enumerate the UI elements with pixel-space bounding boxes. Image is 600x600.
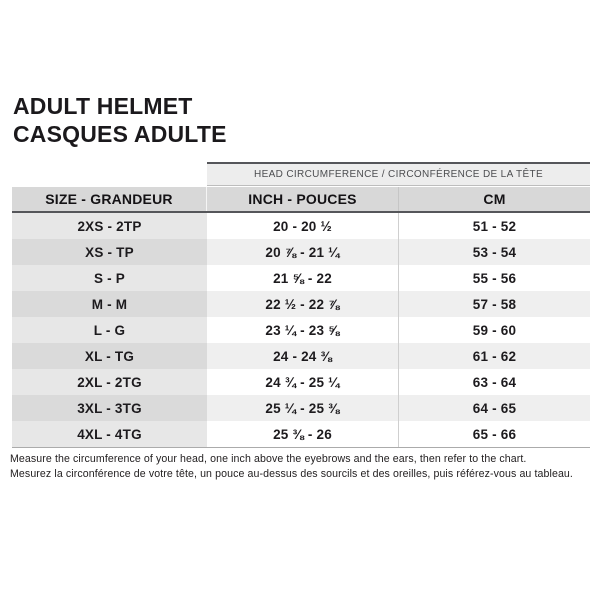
table-body (12, 213, 590, 448)
page-title (13, 92, 227, 148)
cell-inch: 23 ¼ - 23 ⅝ (207, 317, 399, 343)
cell-cm: 63 - 64 (399, 369, 590, 395)
head-circumference-banner: HEAD CIRCUMFERENCE / CIRCONFÉRENCE DE LA TÊTE (207, 162, 590, 186)
cell-size: S - P (12, 265, 207, 291)
cell-size: 4XL - 4TG (12, 421, 207, 447)
table-row (12, 421, 590, 447)
cell-cm: 59 - 60 (399, 317, 590, 343)
table-row (12, 239, 590, 265)
instruction-line-en: Measure the circumference of your head, one inch above the eyebrows and the ears, then refer to the chart. (10, 453, 527, 465)
cell-size: 3XL - 3TG (12, 395, 207, 421)
table-row (12, 317, 590, 343)
table-row (12, 265, 590, 291)
cell-inch: 21 ⅝ - 22 (207, 265, 399, 291)
cell-cm: 61 - 62 (399, 343, 590, 369)
cell-size: 2XS - 2TP (12, 213, 207, 239)
cell-size: 2XL - 2TG (12, 369, 207, 395)
table-row (12, 343, 590, 369)
cell-cm: 65 - 66 (399, 421, 590, 447)
helmet-size-table (12, 162, 590, 448)
title-line-fr: CASQUES ADULTE (13, 121, 227, 147)
table-row (12, 291, 590, 317)
column-header-inch: INCH - POUCES (207, 187, 399, 211)
title-line-en: ADULT HELMET (13, 93, 193, 119)
instruction-line-fr: Mesurez la circonférence de votre tête, un pouce au-dessus des sourcils et des oreilles, puis référez-vous au tableau. (10, 467, 573, 480)
table-row (12, 369, 590, 395)
cell-size: M - M (12, 291, 207, 317)
cell-cm: 64 - 65 (399, 395, 590, 421)
cell-inch: 24 - 24 ⅜ (207, 343, 399, 369)
cell-cm: 51 - 52 (399, 213, 590, 239)
cell-inch: 22 ½ - 22 ⅞ (207, 291, 399, 317)
cell-cm: 57 - 58 (399, 291, 590, 317)
table-row (12, 213, 590, 239)
cell-size: XL - TG (12, 343, 207, 369)
cell-cm: 55 - 56 (399, 265, 590, 291)
cell-inch: 25 ⅜ - 26 (207, 421, 399, 447)
column-header-size: SIZE - GRANDEUR (12, 187, 207, 211)
cell-inch: 20 ⅞ - 21 ¼ (207, 239, 399, 265)
column-header-cm: CM (399, 187, 590, 211)
cell-cm: 53 - 54 (399, 239, 590, 265)
cell-size: L - G (12, 317, 207, 343)
table-row (12, 395, 590, 421)
cell-inch: 24 ¾ - 25 ¼ (207, 369, 399, 395)
table-header-row (12, 187, 590, 213)
cell-size: XS - TP (12, 239, 207, 265)
cell-inch: 20 - 20 ½ (207, 213, 399, 239)
instructions-footer (10, 452, 595, 481)
cell-inch: 25 ¼ - 25 ⅜ (207, 395, 399, 421)
